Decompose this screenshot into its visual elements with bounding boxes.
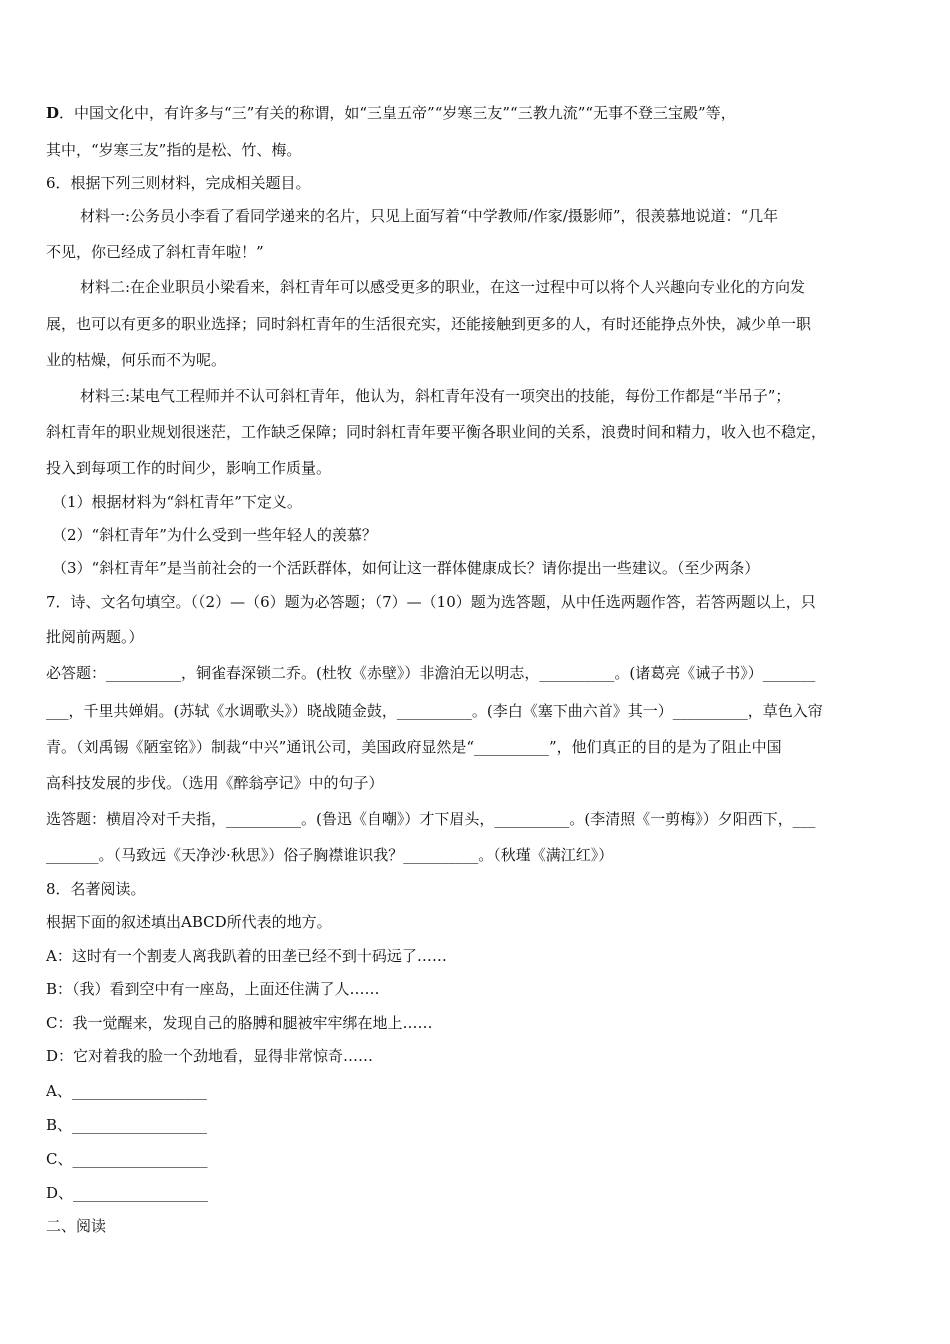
q8-title: 8．名著阅读。	[46, 880, 146, 898]
q5-option-d-label: D	[46, 104, 60, 122]
q6-material3-line2: 斜杠青年的职业规划很迷茫，工作缺乏保障；同时斜杠青年要平衡各职业间的关系，浪费时间和精力，收入也不稳定，	[46, 423, 827, 441]
q7-line8: _______。（马致远《天净沙·秋思》）俗子胸襟谁识我？__________。（秋瑾《满江红》）	[46, 846, 614, 864]
q6-title: 6．根据下列三则材料，完成相关题目。	[46, 174, 311, 192]
q8-clue-c: C：我一觉醒来，发现自己的胳膊和腿被牢牢绑在地上……	[46, 1014, 433, 1032]
q7-line5: 青。（刘禹锡《陋室铭》）制裁“中兴”通讯公司，美国政府显然是“__________”，他们真正的目的是为了阻止中国	[46, 738, 782, 756]
q7-line2: 批阅前两题。）	[46, 628, 144, 646]
q6-material3-line3: 投入到每项工作的时间少，影响工作质量。	[46, 459, 332, 477]
q6-sub1: （1）根据材料为“斜杠青年”下定义。	[52, 493, 302, 511]
q6-material2-line3: 业的枯燥，何乐而不为呢。	[46, 351, 227, 369]
q8-clue-b: B：（我）看到空中有一座岛，上面还住满了人……	[46, 980, 380, 998]
q6-material2-line2: 展，也可以有更多的职业选择；同时斜杠青年的生活很充实，还能接触到更多的人，有时还能挣点外快，减少单一职	[46, 315, 812, 333]
q7-line3: 必答题：__________，铜雀春深锁二乔。(杜牧《赤壁》）非澹泊无以明志，__________。(诸葛亮《诫子书》）_______	[46, 664, 816, 682]
q6-material1-line2: 不见，你已经成了斜杠青年啦！”	[46, 243, 264, 261]
q7-line1: 7．诗、文名句填空。（（2）—（6）题为必答题；（7）—（10）题为选答题，从中任选两题作答，若答两题以上，只	[46, 593, 816, 611]
q7-line6: 高科技发展的步伐。（选用《醉翁亭记》中的句子）	[46, 774, 384, 792]
q5-option-d-line2: 其中，“岁寒三友”指的是松、竹、梅。	[46, 141, 302, 159]
q6-sub3: （3）“斜杠青年”是当前社会的一个活跃群体，如何让这一群体健康成长？请你提出一些建议。（至少两条）	[52, 559, 760, 577]
q8-intro: 根据下面的叙述填出ABCD所代表的地方。	[46, 913, 332, 931]
q6-material2-line1: 材料二:在企业职员小梁看来，斜杠青年可以感受更多的职业，在这一过程中可以将个人兴趣向专业化的方向发	[80, 278, 806, 296]
q6-material3-line1: 材料三:某电气工程师并不认可斜杠青年，他认为，斜杠青年没有一项突出的技能，每份工作都是“半吊子”；	[80, 387, 791, 405]
q8-clue-a: A：这时有一个割麦人离我趴着的田垄已经不到十码远了……	[46, 947, 447, 965]
q7-line7: 选答题：横眉冷对千夫指，__________。(鲁迅《自嘲》）才下眉头，__________。(李清照《一剪梅》）夕阳西下，___	[46, 810, 816, 828]
q5-option-d-line1	[46, 101, 908, 125]
q6-sub2: （2）“斜杠青年”为什么受到一些年轻人的羡慕？	[52, 526, 377, 544]
q8-clue-d: D：它对着我的脸一个劲地看，显得非常惊奇……	[46, 1047, 374, 1065]
q5-option-d-text: ．中国文化中，有许多与“三”有关的称谓，如“三皇五帝”“岁寒三友”“三教九流”“无事不登三宝殿”等，	[59, 104, 736, 122]
q8-blank-c: C、__________________	[46, 1150, 208, 1168]
q8-blank-a: A、__________________	[46, 1082, 207, 1100]
q8-blank-d: D、__________________	[46, 1184, 209, 1202]
q7-line4: ___，千里共婵娟。(苏轼《水调歌头》）晓战随金鼓，__________。(李白《塞下曲六首》其一）__________，草色入帘	[46, 702, 823, 720]
q8-blank-b: B、__________________	[46, 1116, 208, 1134]
q6-material1-line1: 材料一:公务员小李看了看同学递来的名片，只见上面写着“中学教师/作家/摄影师”，很羡慕地说道：“几年	[80, 207, 779, 225]
section-reading-heading: 二、阅读	[46, 1217, 107, 1235]
